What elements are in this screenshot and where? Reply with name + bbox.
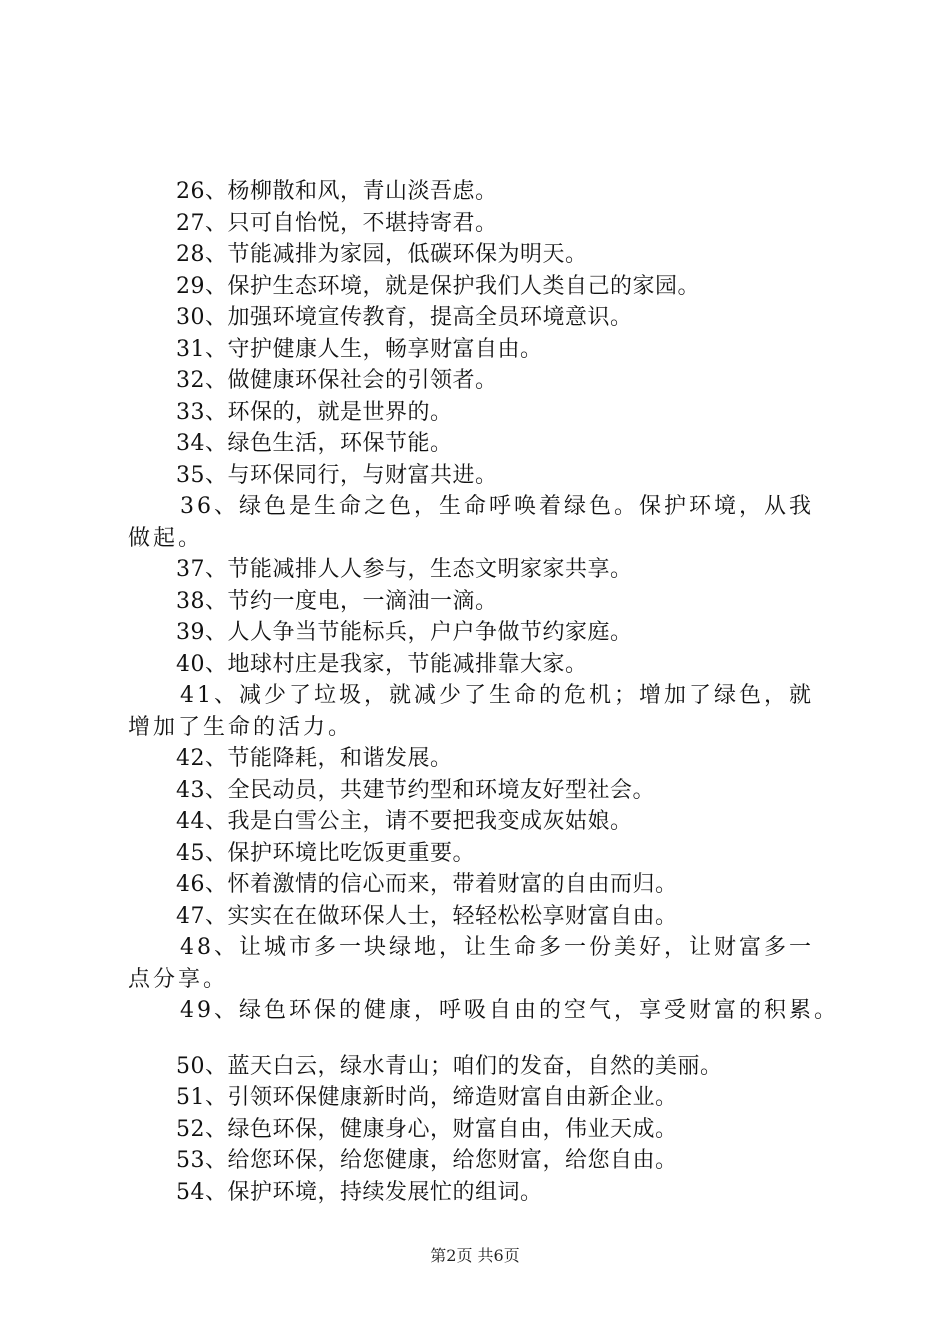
list-item: 29、保护生态环境，就是保护我们人类自己的家园。: [176, 273, 700, 299]
list-item: 28、节能减排为家园，低碳环保为明天。: [176, 242, 588, 267]
list-item: 53、给您环保，给您健康，给您财富，给您自由。: [176, 1148, 678, 1173]
list-item: 45、保护环境比吃饭更重要。: [176, 840, 475, 866]
page-number-footer: 第2页 共6页: [430, 1246, 520, 1265]
list-item-paragraph: 48、让城市多一块绿地，让生命多一份美好，让财富多一点分享。: [128, 935, 814, 992]
list-item: 47、实实在在做环保人士，轻轻松松享财富自由。: [176, 903, 678, 929]
list-item: 27、只可自怡悦，不堪持寄君。: [176, 210, 498, 236]
list-item: 26、杨柳散和风，青山淡吾虑。: [176, 179, 498, 204]
document-body: [128, 176, 838, 1208]
list-item: 46、怀着激情的信心而来，带着财富的自由而归。: [176, 872, 678, 897]
list-item: 51、引领环保健康新时尚，缔造财富自由新企业。: [176, 1085, 678, 1110]
list-item: 33、环保的，就是世界的。: [176, 399, 453, 425]
list-item: 50、蓝天白云，绿水青山；咱们的发奋，自然的美丽。: [176, 1053, 723, 1079]
list-item: 39、人人争当节能标兵，户户争做节约家庭。: [176, 620, 633, 645]
list-item: 42、节能降耗，和谐发展。: [176, 746, 453, 771]
list-item-paragraph: 41、减少了垃圾，就减少了生命的危机；增加了绿色，就增加了生命的活力。: [128, 683, 814, 740]
list-item: 40、地球村庄是我家，节能减排靠大家。: [176, 651, 588, 677]
list-item: 54、保护环境，持续发展忙的组词。: [176, 1179, 543, 1205]
list-item: 30、加强环境宣传教育，提高全员环境意识。: [176, 305, 633, 330]
list-item: 31、守护健康人生，畅享财富自由。: [176, 336, 543, 362]
list-item: 44、我是白雪公主，请不要把我变成灰姑娘。: [176, 809, 633, 834]
list-item: 32、做健康环保社会的引领者。: [176, 368, 498, 393]
list-item: 37、节能减排人人参与，生态文明家家共享。: [176, 557, 633, 582]
list-item-paragraph: 36、绿色是生命之色，生命呼唤着绿色。保护环境，从我做起。: [128, 494, 814, 551]
list-item: 52、绿色环保，健康身心，财富自由，伟业天成。: [176, 1116, 678, 1142]
list-item: 43、全民动员，共建节约型和环境友好型社会。: [176, 777, 655, 803]
paragraph-gap: [128, 1027, 838, 1051]
list-item: 35、与环保同行，与财富共进。: [176, 462, 498, 488]
list-item: 49、绿色环保的健康，呼吸自由的空气，享受财富的积累。: [180, 998, 839, 1023]
list-item: 38、节约一度电，一滴油一滴。: [176, 588, 498, 614]
list-item: 34、绿色生活，环保节能。: [176, 431, 453, 456]
